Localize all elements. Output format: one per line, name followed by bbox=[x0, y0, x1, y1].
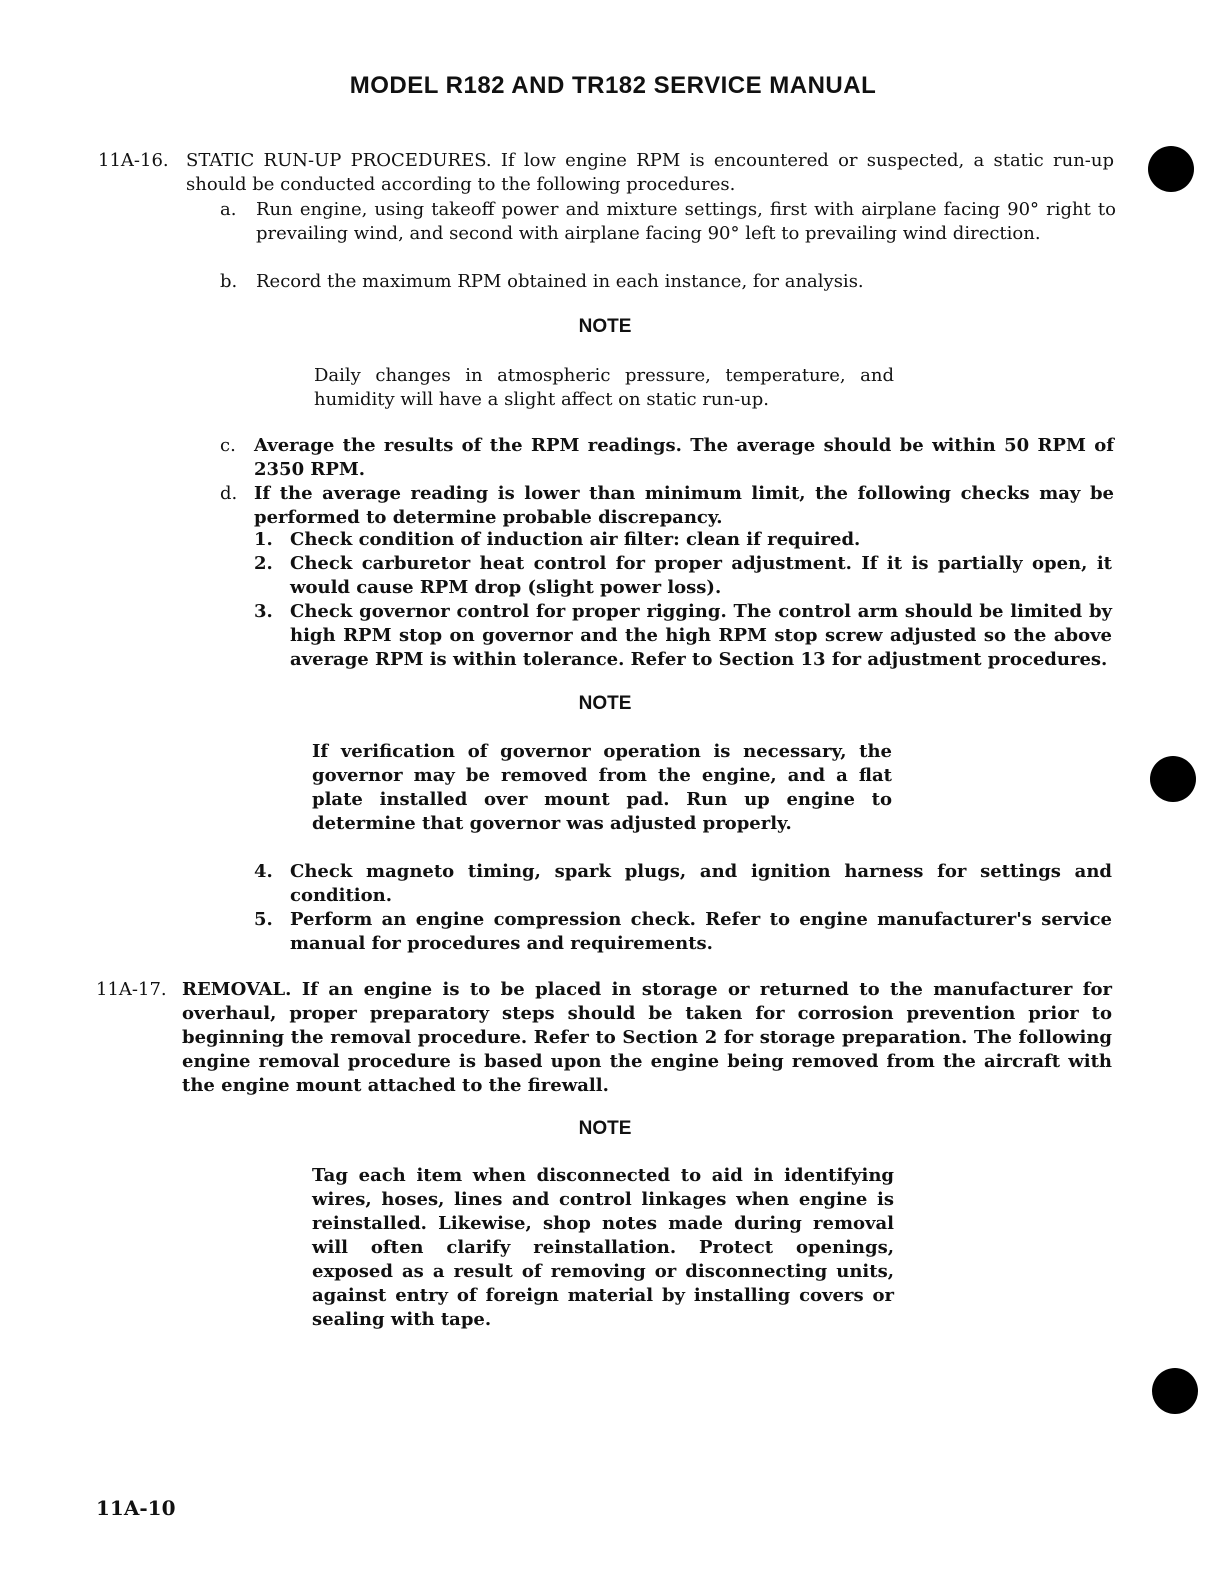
sub-item-label: 5. bbox=[254, 909, 273, 930]
list-item-c bbox=[220, 434, 1114, 482]
sub-item-3 bbox=[254, 600, 1112, 672]
list-item-label: c. bbox=[220, 435, 236, 456]
note-title-3: NOTE bbox=[578, 1118, 632, 1139]
sub-item-text: Check condition of induction air filter: clean if required. bbox=[290, 529, 861, 550]
sub-item-label: 3. bbox=[254, 601, 273, 622]
binder-hole-top bbox=[1148, 146, 1194, 192]
section-11a-16-number: 11A-16. bbox=[98, 150, 169, 171]
note-body-3: Tag each item when disconnected to aid in identifying wires, hoses, lines and control linkages when engine is reinstalled. Likewise, shop notes made during removal will often clarify reinstallation. Protect openings, exposed as a result of removing or disconnecting units, against entry of foreign material by installing covers or sealing with tape. bbox=[312, 1165, 894, 1330]
list-item-label: d. bbox=[220, 483, 238, 504]
sub-item-label: 2. bbox=[254, 553, 273, 574]
list-item-label: b. bbox=[220, 271, 238, 292]
sub-item-label: 1. bbox=[254, 529, 273, 550]
section-11a-17 bbox=[96, 978, 1112, 1098]
binder-hole-middle bbox=[1150, 756, 1196, 802]
note-body-2: If verification of governor operation is necessary, the governor may be removed from the engine, and a flat plate installed over mount pad. Run up engine to determine that governor was adjusted properly. bbox=[312, 741, 892, 834]
sub-item-4 bbox=[254, 860, 1112, 908]
sub-item-5 bbox=[254, 908, 1112, 956]
list-item-d bbox=[220, 482, 1114, 530]
section-11a-17-text: REMOVAL. If an engine is to be placed in storage or returned to the manufacturer for overhaul, proper preparatory steps should be taken for corrosion prevention prior to beginning the removal procedure. Refer to Section 2 for storage preparation. The following engine removal procedure is based upon the engine being removed from the aircraft with the engine mount attached to the firewall. bbox=[182, 979, 1112, 1096]
list-item-text: Run engine, using takeoff power and mixture settings, first with airplane facing 90° right to prevailing wind, and second with airplane facing 90° left to prevailing wind direction. bbox=[256, 199, 1116, 244]
page-number: 11A-10 bbox=[96, 1496, 176, 1520]
sub-item-1 bbox=[254, 528, 1112, 552]
note-body-1: Daily changes in atmospheric pressure, temperature, and humidity will have a slight affect on static run-up. bbox=[314, 365, 894, 410]
section-11a-16-intro bbox=[98, 149, 1114, 197]
sub-item-text: Check carburetor heat control for proper adjustment. If it is partially open, it would cause RPM drop (slight power loss). bbox=[290, 553, 1112, 598]
sub-item-text: Check governor control for proper rigging. The control arm should be limited by high RPM stop on governor and the high RPM stop screw adjusted so the above average RPM is within tolerance. Refer to Section 13 for adjustment procedures. bbox=[290, 601, 1112, 670]
list-item-text: If the average reading is lower than minimum limit, the following checks may be performed to determine probable discrepancy. bbox=[254, 483, 1114, 528]
sub-item-text: Check magneto timing, spark plugs, and ignition harness for settings and condition. bbox=[290, 861, 1112, 906]
sub-item-label: 4. bbox=[254, 861, 273, 882]
note-title-1: NOTE bbox=[578, 316, 632, 337]
sub-item-2 bbox=[254, 552, 1112, 600]
list-item-text: Record the maximum RPM obtained in each instance, for analysis. bbox=[256, 271, 864, 292]
list-item-text: Average the results of the RPM readings. The average should be within 50 RPM of 2350 RPM. bbox=[254, 435, 1114, 480]
note-title-2: NOTE bbox=[578, 693, 632, 714]
list-item-label: a. bbox=[220, 199, 237, 220]
list-item-b bbox=[220, 270, 1116, 294]
section-11a-17-number: 11A-17. bbox=[96, 979, 167, 1000]
section-11a-16-text: STATIC RUN-UP PROCEDURES. If low engine RPM is encountered or suspected, a static run-up should be conducted according to the following procedures. bbox=[186, 150, 1114, 195]
sub-item-text: Perform an engine compression check. Refer to engine manufacturer's service manual for procedures and requirements. bbox=[290, 909, 1112, 954]
page-header: MODEL R182 AND TR182 SERVICE MANUAL bbox=[349, 72, 877, 99]
binder-hole-bottom bbox=[1152, 1368, 1198, 1414]
list-item-a bbox=[220, 198, 1116, 246]
